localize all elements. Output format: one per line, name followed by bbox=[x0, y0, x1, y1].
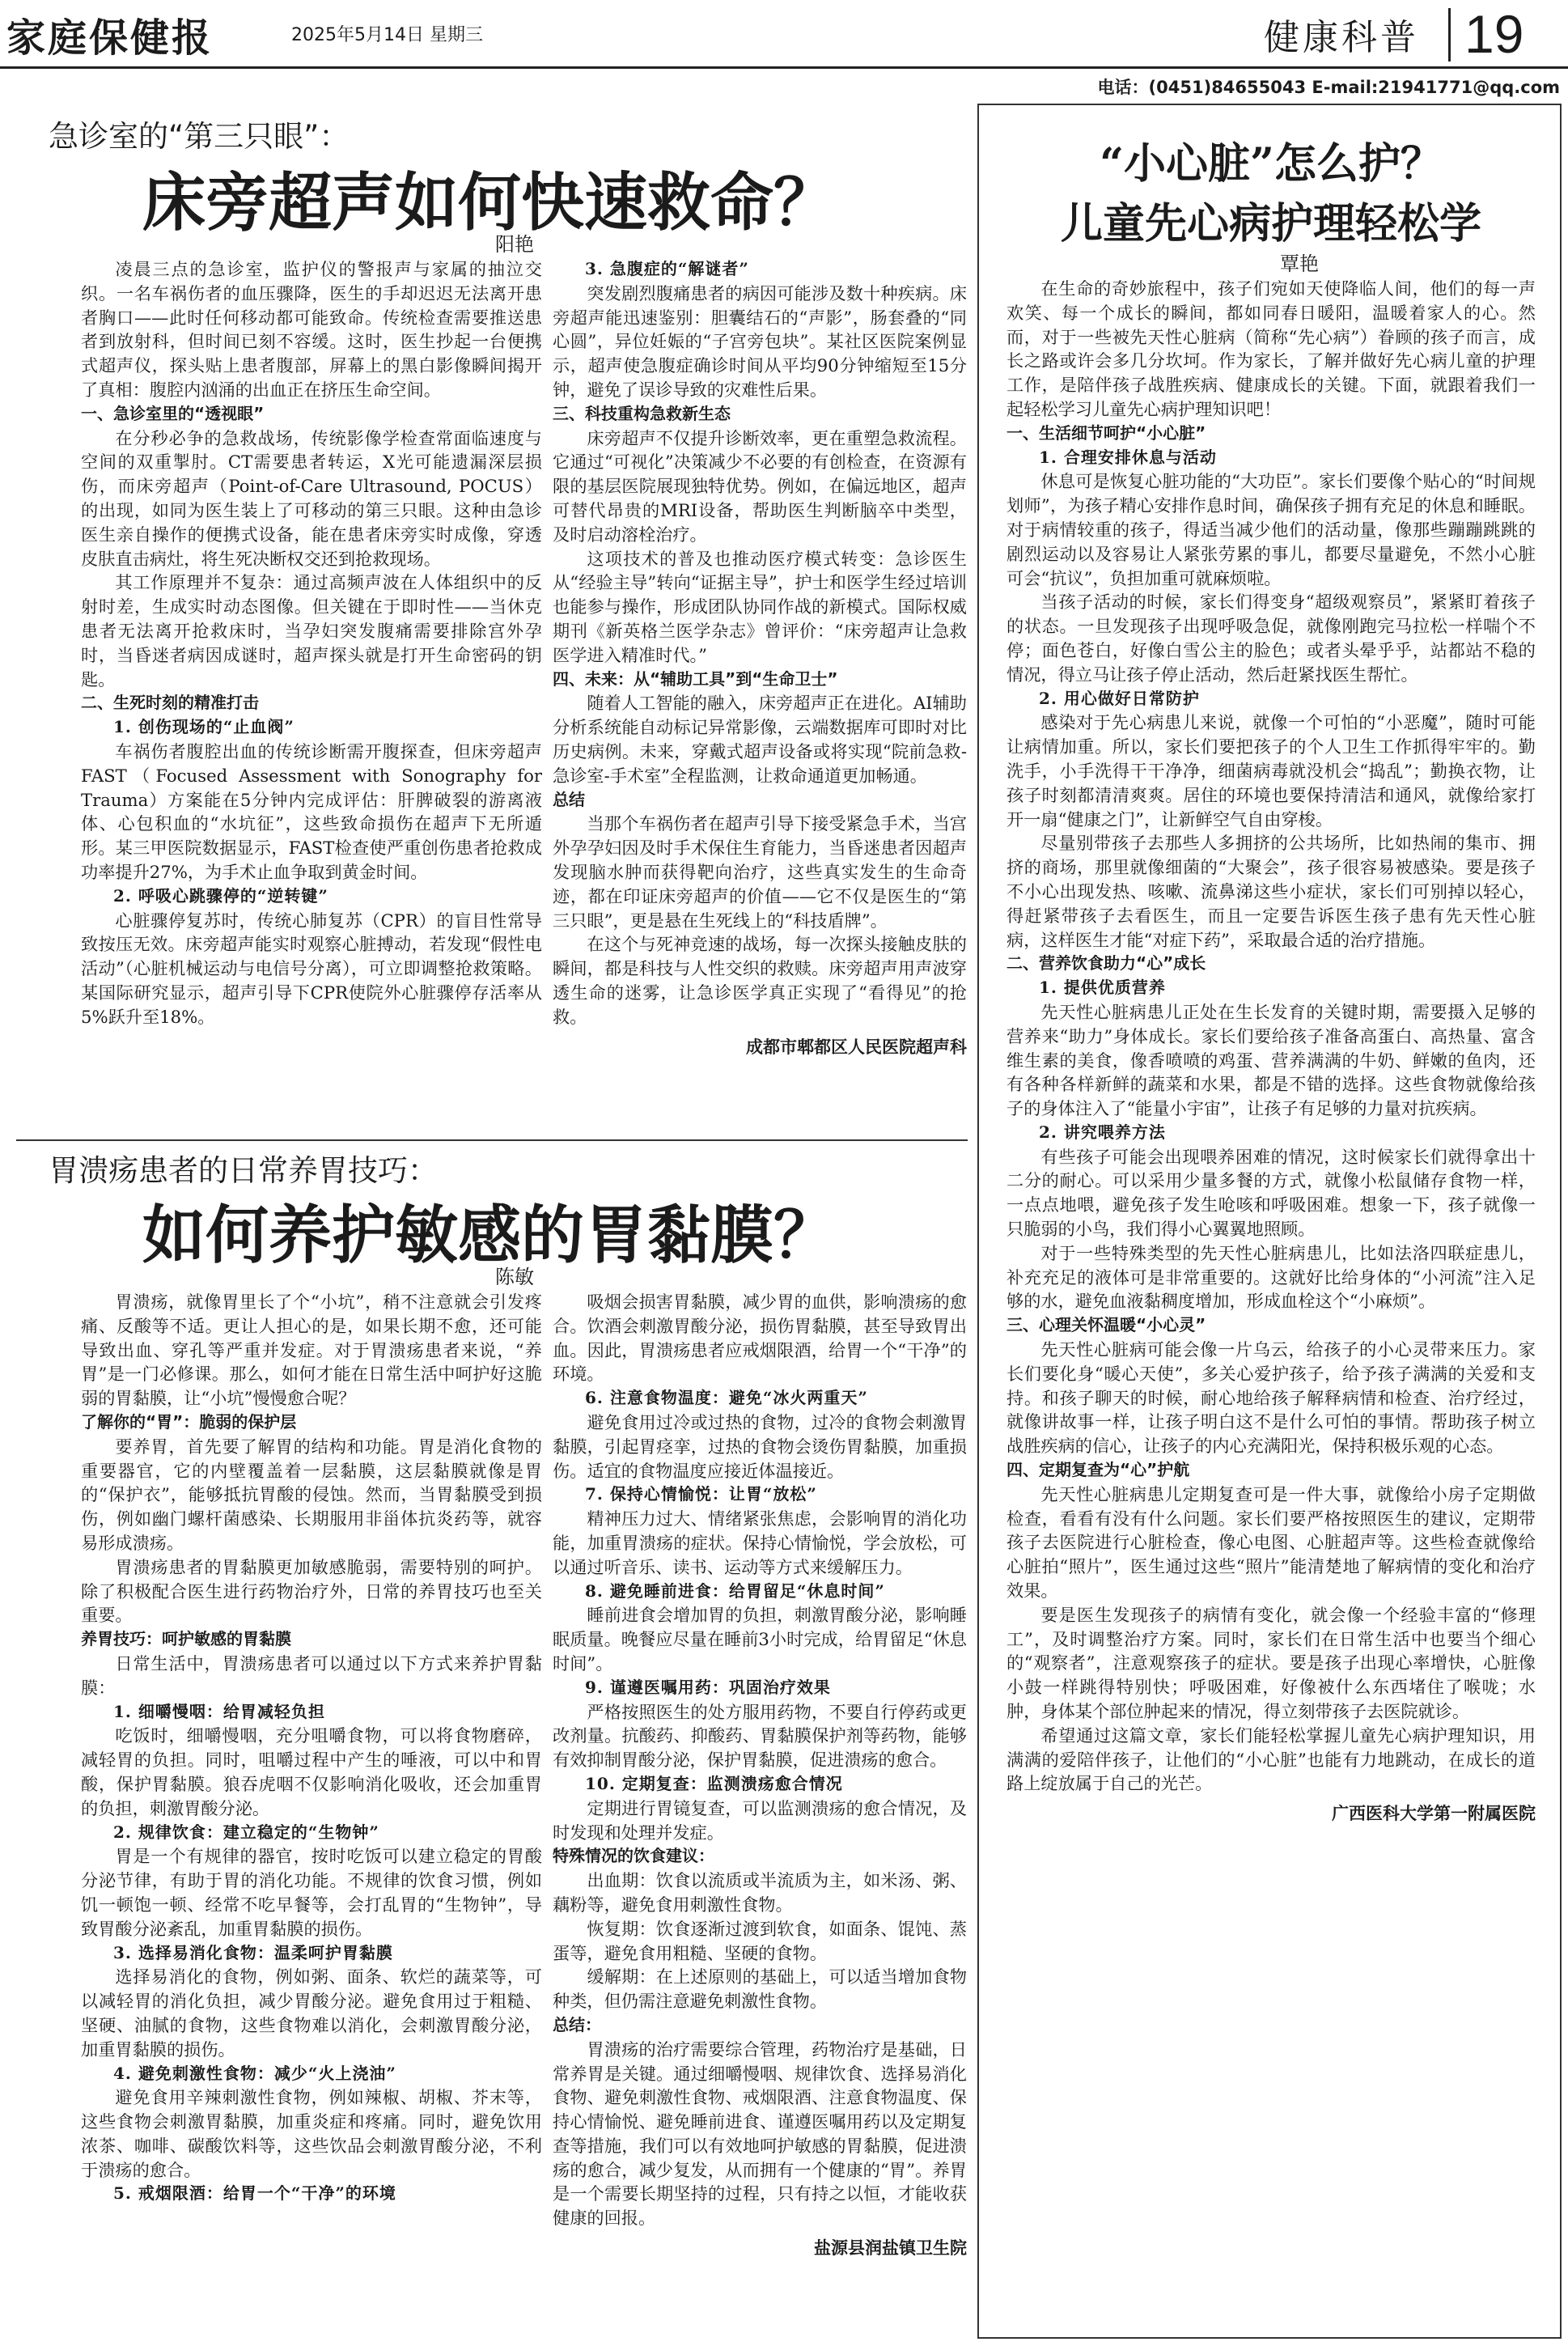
subheading: 总结： bbox=[553, 2014, 601, 2034]
sidebar-byline: 覃艳 bbox=[1280, 252, 1319, 275]
numbered-subheading: 3. 选择易消化食物：温柔呵护胃黏膜 bbox=[113, 1942, 393, 1962]
subheading: 一、急诊室里的“透视眼” bbox=[81, 403, 265, 423]
masthead bbox=[0, 0, 1568, 65]
paragraph: 在分秒必争的急救战场，传统影像学检查常面临速度与空间的双重掣肘。CT需要患者转运，X光可能遗漏深层损伤，而床旁超声（Point-of-Care Ultrasound, POCUS）的出现，如同为医生装上了可移动的第三只眼。这种由急诊医生亲自操作的便携式设备，能在患者床旁实时成像，穿透皮肤直击病灶，将生死决断权交还到抢救现场。 bbox=[81, 427, 542, 569]
paragraph: 感染对于先心病患儿来说，就像一个可怕的“小恶魔”，随时可能让病情加重。所以，家长们要把孩子的个人卫生工作抓得牢牢的。勤洗手，小手洗得干干净净，细菌病毒就没机会“捣乱”；勤换衣物，让孩子时刻都清清爽爽。居住的环境也要保持清洁和通风，就像给家打开一扇“健康之门”，让新鲜空气自由穿梭。 bbox=[1006, 712, 1536, 829]
paragraph: 先天性心脏病患儿正处在生长发育的关键时期，需要摄入足够的营养来“助力”身体成长。家长们要给孩子准备高蛋白、高热量、富含维生素的美食，像香喷喷的鸡蛋、营养满满的牛奶、鲜嫩的鱼肉，还有各种各样新鲜的蔬菜和水果，都是不错的选择。这些食物就像给孩子的身体注入了“能量小宇宙”，让孩子有足够的力量对抗疾病。 bbox=[1006, 1001, 1536, 1119]
paragraph: 选择易消化的食物，例如粥、面条、软烂的蔬菜等，可以减轻胃的消化负担，减少胃酸分泌。避免食用过于粗糙、坚硬、油腻的食物，这些食物难以消化，会刺激胃酸分泌，加重胃黏膜的损伤。 bbox=[81, 1966, 542, 2060]
subheading: 二、营养饮食助力“心”成长 bbox=[1006, 953, 1206, 974]
paragraph: 出血期：饮食以流质或半流质为主，如米汤、粥、藕粉等，避免食用刺激性食物。 bbox=[553, 1870, 967, 1915]
subheading: 养胃技巧：呵护敏感的胃黏膜 bbox=[81, 1629, 291, 1649]
paragraph: 胃溃疡的治疗需要综合管理，药物治疗是基础，日常养胃是关键。通过细嚼慢咽、规律饮食、选择易消化食物、避免刺激性食物、戒烟限酒、注意食物温度、保持心情愉悦、避免睡前进食、谨遵医嘱用药以及定期复查等措施，我们可以有效地呵护敏感的胃黏膜，促进溃疡的愈合，减少复发，从而拥有一个健康的“胃”。养胃是一个需要长期坚持的过程，只有持之以恒，才能收获健康的回报。 bbox=[553, 2038, 967, 2229]
paragraph: 先天性心脏病患儿定期复查可是一件大事，就像给小房子定期做检查，看看有没有什么问题。家长们要严格按照医生的建议，定期带孩子去医院进行心脏检查，像心电图、心脏超声等。这些检查就像给心脏拍“照片”，医生通过这些“照片”能清楚地了解病情的变化和治疗效果。 bbox=[1006, 1483, 1536, 1601]
paragraph: 吸烟会损害胃黏膜，减少胃的血供，影响溃疡的愈合。饮酒会刺激胃酸分泌，损伤胃黏膜，甚至导致胃出血。因此，胃溃疡患者应戒烟限酒，给胃一个“干净”的环境。 bbox=[553, 1292, 967, 1385]
paragraph: 床旁超声不仅提升诊断效率，更在重塑急救流程。它通过“可视化”决策减少不必要的有创检查，在资源有限的基层医院展现独特优势。例如，在偏远地区，超声可替代昂贵的MRI设备，帮助医生判断脑卒中类型，及时启动溶栓治疗。 bbox=[553, 427, 967, 545]
paragraph: 睡前进食会增加胃的负担，刺激胃酸分泌，影响睡眠质量。晚餐应尽量在睡前3小时完成，给胃留足“休息时间”。 bbox=[553, 1605, 967, 1674]
paragraph: 避免食用过冷或过热的食物，过冷的食物会刺激胃黏膜，引起胃痉挛，过热的食物会烫伤胃黏膜，加重损伤。适宜的食物温度应接近体温接近。 bbox=[553, 1411, 967, 1481]
subheading: 三、科技重构急救新生态 bbox=[553, 403, 731, 423]
paragraph: 尽量别带孩子去那些人多拥挤的公共场所，比如热闹的集市、拥挤的商场，那里就像细菌的“大聚会”，孩子很容易被感染。要是孩子不小心出现发热、咳嗽、流鼻涕这些小症状，家长们可别掉以轻心，得赶紧带孩子去看医生，而且一定要告诉医生孩子患有先天性心脏病，这样医生才能“对症下药”，采取最合适的治疗措施。 bbox=[1006, 833, 1536, 950]
article-divider bbox=[16, 1139, 968, 1141]
issue-date: 2025年5月14日 星期三 bbox=[291, 25, 483, 45]
subheading: 二、生死时刻的精准打击 bbox=[81, 693, 259, 713]
paragraph: 胃溃疡患者的胃黏膜更加敏感脆弱，需要特别的呵护。除了积极配合医生进行药物治疗外，日常的养胃技巧也至关重要。 bbox=[81, 1556, 542, 1626]
subheading: 四、未来：从“辅助工具”到“生命卫士” bbox=[553, 668, 838, 689]
subheading: 四、定期复查为“心”护航 bbox=[1006, 1460, 1190, 1480]
source-credit: 成都市郫都区人民医院超声科 bbox=[746, 1037, 967, 1057]
numbered-subheading: 7. 保持心情愉悦：让胃“放松” bbox=[585, 1484, 817, 1504]
subheading: 特殊情况的饮食建议： bbox=[553, 1846, 714, 1866]
paragraph: 随着人工智能的融入，床旁超声正在进化。AI辅助分析系统能自动标记异常影像，云端数据库可即时对比历史病例。未来，穿戴式超声设备或将实现“院前急救-急诊室-手术室”全程监测，让救命通道更加畅通。 bbox=[553, 693, 967, 786]
section-name: 健康科普 bbox=[1264, 17, 1419, 58]
paragraph: 日常生活中，胃溃疡患者可以通过以下方式来养护胃黏膜： bbox=[81, 1652, 542, 1698]
sidebar-body bbox=[1006, 277, 1536, 2332]
paragraph: 这项技术的普及也推动医疗模式转变：急诊医生从“经验主导”转向“证据主导”，护士和医学生经过培训也能参与操作，形成团队协同作战的新模式。国际权威期刊《新英格兰医学杂志》曾评价：“床旁超声让急救医学进入精准时代。” bbox=[553, 548, 967, 665]
numbered-subheading: 8. 避免睡前进食：给胃留足“休息时间” bbox=[585, 1580, 885, 1601]
source-credit: 广西医科大学第一附属医院 bbox=[1332, 1804, 1536, 1824]
numbered-subheading: 4. 避免刺激性食物：减少“火上浇油” bbox=[113, 2063, 396, 2083]
paragraph: 要养胃，首先要了解胃的结构和功能。胃是消化食物的重要器官，它的内壁覆盖着一层黏膜，这层黏膜就像是胃的“保护衣”，能够抵抗胃酸的侵蚀。然而，当胃黏膜受到损伤，例如幽门螺杆菌感染、长期服用非甾体抗炎药等，就容易形成溃疡。 bbox=[81, 1436, 542, 1553]
masthead-divider bbox=[1448, 8, 1451, 62]
numbered-subheading: 1. 提供优质营养 bbox=[1039, 978, 1166, 998]
paragraph: 在生命的奇妙旅程中，孩子们宛如天使降临人间，他们的每一声欢笑、每一个成长的瞬间，都如同春日暖阳，温暖着家人的心。然而，对于一些被先天性心脏病（简称“先心病”）眷顾的孩子而言，成长之路或许会多几分坎坷。作为家长，了解并做好先心病儿童的护理工作，是陪伴孩子战胜疾病、健康成长的关键。下面，就跟着我们一起轻松学习儿童先心病护理知识吧！ bbox=[1006, 278, 1536, 419]
article1-column-1 bbox=[81, 257, 542, 1131]
paragraph: 有些孩子可能会出现喂养困难的情况，这时候家长们就得拿出十二分的耐心。可以采用少量多餐的方式，就像小松鼠储存食物一样，一点点地喂，避免孩子发生呛咳和呼吸困难。想象一下，孩子就像一只脆弱的小鸟，我们得小心翼翼地照顾。 bbox=[1006, 1146, 1536, 1240]
paragraph: 当孩子活动的时候，家长们得变身“超级观察员”，紧紧盯着孩子的状态。一旦发现孩子出现呼吸急促，就像刚跑完马拉松一样喘个不停；面色苍白，好像白雪公主的脸色；或者头晕乎乎，站都站不稳的情况，得立马让孩子停止活动，然后赶紧找医生帮忙。 bbox=[1006, 592, 1536, 685]
numbered-subheading: 1. 细嚼慢咽：给胃减轻负担 bbox=[113, 1701, 325, 1721]
article1-kicker: 急诊室的“第三只眼”： bbox=[49, 119, 350, 154]
numbered-subheading: 1. 创伤现场的“止血阀” bbox=[113, 717, 295, 737]
paragraph: 精神压力过大、情绪紧张焦虑，会影响胃的消化功能，加重胃溃疡的症状。保持心情愉悦，学会放松，可以通过听音乐、读书、运动等方式来缓解压力。 bbox=[553, 1508, 967, 1577]
article1-column-2 bbox=[553, 257, 967, 1131]
numbered-subheading: 2. 规律饮食：建立稳定的“生物钟” bbox=[113, 1822, 379, 1842]
paragraph: 严格按照医生的处方服用药物，不要自行停药或更改剂量。抗酸药、抑酸药、胃黏膜保护剂等药物，能够有效抑制胃酸分泌，保护胃黏膜，促进溃疡的愈合。 bbox=[553, 1701, 967, 1771]
paragraph: 凌晨三点的急诊室，监护仪的警报声与家属的抽泣交织。一名车祸伤者的血压骤降，医生的手却迟迟无法离开患者胸口——此时任何移动都可能致命。传统检查需要推送患者到放射科，但时间已刻不容缓。这时，医生抄起一台便携式超声仪，探头贴上患者腹部，屏幕上的黑白影像瞬间揭开了真相：腹腔内汹涌的出血正在挤压生命空间。 bbox=[81, 259, 542, 400]
numbered-subheading: 10. 定期复查：监测溃疡愈合情况 bbox=[585, 1773, 843, 1793]
article1-byline: 阳艳 bbox=[495, 233, 534, 256]
paragraph: 吃饭时，细嚼慢咽，充分咀嚼食物，可以将食物磨碎，减轻胃的负担。同时，咀嚼过程中产生的唾液，可以中和胃酸，保护胃黏膜。狼吞虎咽不仅影响消化吸收，还会加重胃的负担，刺激胃酸分泌。 bbox=[81, 1725, 542, 1818]
article1-headline: 床旁超声如何快速救命？ bbox=[142, 166, 837, 240]
paragraph: 胃溃疡，就像胃里长了个“小坑”，稍不注意就会引发疼痛、反酸等不适。更让人担心的是，如果长期不愈，还可能导致出血、穿孔等严重并发症。对于胃溃疡患者来说，“养胃”是一门必修课。那么，如何才能在日常生活中呵护好这脆弱的胃黏膜，让“小坑”慢慢愈合呢？ bbox=[81, 1292, 542, 1409]
subheading: 一、生活细节呵护“小心脏” bbox=[1006, 422, 1206, 443]
paragraph: 当那个车祸伤者在超声引导下接受紧急手术，当宫外孕孕妇因及时手术保住生育能力，当昏迷患者因超声发现脑水肿而获得靶向治疗，这些真实发生的生命奇迹，都在印证床旁超声的价值——它不仅是医生的“第三只眼”，更是悬在生死线上的“科技盾牌”。 bbox=[553, 813, 967, 931]
paragraph: 要是医生发现孩子的病情有变化，就会像一个经验丰富的“修理工”，及时调整治疗方案。同时，家长们在日常生活中也要当个细心的“观察者”，注意观察孩子的症状。要是孩子出现心率增快，心脏像小鼓一样跳得特别快；呼吸困难，好像被什么东西堵住了喉咙；水肿，身体某个部位肿起来的情况，得立刻带孩子去医院就诊。 bbox=[1006, 1604, 1536, 1722]
page-number: 19 bbox=[1464, 4, 1524, 64]
paragraph: 胃是一个有规律的器官，按时吃饭可以建立稳定的胃酸分泌节律，有助于胃的消化功能。不规律的饮食习惯，例如饥一顿饱一顿、经常不吃早餐等，会打乱胃的“生物钟”，导致胃酸分泌紊乱，加重胃黏膜的损伤。 bbox=[81, 1846, 542, 1939]
sidebar-article bbox=[977, 104, 1562, 2339]
paragraph: 恢复期：饮食逐渐过渡到软食，如面条、馄饨、蒸蛋等，避免食用粗糙、坚硬的食物。 bbox=[553, 1918, 967, 1963]
article2-kicker: 胃溃疡患者的日常养胃技巧： bbox=[49, 1153, 438, 1188]
paragraph: 休息可是恢复心脏功能的“大功臣”。家长们要像个贴心的“时间规划师”，为孩子精心安排作息时间，确保孩子拥有充足的休息和睡眠。对于病情较重的孩子，得适当减少他们的活动量，像那些蹦蹦跳跳的剧烈运动以及容易让人紧张劳累的事儿，都要尽量避免，不然小心脏可会“抗议”，负担加重可就麻烦啦。 bbox=[1006, 471, 1536, 588]
article2-column-1 bbox=[81, 1290, 542, 2339]
paragraph: 定期进行胃镜复查，可以监测溃疡的愈合情况，及时发现和处理并发症。 bbox=[553, 1797, 967, 1843]
paragraph: 突发剧烈腹痛患者的病因可能涉及数十种疾病。床旁超声能迅速鉴别：胆囊结石的“声影”，肠套叠的“同心圆”，异位妊娠的“子宫旁包块”。某社区医院案例显示，超声使急腹症确诊时间从平均90分钟缩短至15分钟，避免了误诊导致的灾难性后果。 bbox=[553, 282, 967, 400]
subheading: 三、心理关怀温暖“小心灵” bbox=[1006, 1315, 1206, 1335]
paragraph: 先天性心脏病可能会像一片乌云，给孩子的小心灵带来压力。家长们要化身“暖心天使”，多关心爱护孩子，给予孩子满满的关爱和支持。和孩子聊天的时候，耐心地给孩子解释病情和检查、治疗经过，就像讲故事一样，让孩子明白这不是什么可怕的事情。帮助孩子树立战胜疾病的信心，让孩子的内心充满阳光，保持积极乐观的心态。 bbox=[1006, 1339, 1536, 1457]
numbered-subheading: 3. 急腹症的“解谜者” bbox=[585, 259, 749, 278]
paragraph: 在这个与死神竞速的战场，每一次探头接触皮肤的瞬间，都是科技与人性交织的救赎。床旁超声用声波穿透生命的迷雾，让急诊医学真正实现了“看得见”的抢救。 bbox=[553, 934, 967, 1027]
paragraph: 希望通过这篇文章，家长们能轻松掌握儿童先心病护理知识，用满满的爱陪伴孩子，让他们的“小心脏”也能有力地跳动，在成长的道路上绽放属于自己的光芒。 bbox=[1006, 1725, 1536, 1794]
numbered-subheading: 9. 谨遵医嘱用药：巩固治疗效果 bbox=[585, 1677, 831, 1697]
numbered-subheading: 2. 讲究喂养方法 bbox=[1039, 1122, 1166, 1142]
numbered-subheading: 5. 戒烟限酒：给胃一个“干净”的环境 bbox=[113, 2183, 396, 2204]
article2-byline: 陈敏 bbox=[495, 1266, 534, 1288]
article2-column-2 bbox=[553, 1290, 967, 2339]
article2-headline: 如何养护敏感的胃黏膜？ bbox=[142, 1198, 837, 1272]
paper-name: 家庭保健报 bbox=[6, 15, 214, 61]
paragraph: 避免食用辛辣刺激性食物，例如辣椒、胡椒、芥末等，这些食物会刺激胃黏膜，加重炎症和疼痛。同时，避免饮用浓茶、咖啡、碳酸饮料等，这些饮品会刺激胃酸分泌，不利于溃疡的愈合。 bbox=[81, 2087, 542, 2180]
paragraph: 车祸伤者腹腔出血的传统诊断需开腹探查，但床旁超声FAST（Focused Assessment with Sonography for Trauma）方案能在5分钟内完成评估：肝脾破裂的游离液体、心包积血的“水坑征”，这些致命损伤在超声下无所遁形。某三甲医院数据显示，FAST检查使严重创伤患者抢救成功率提升27%，为手术止血争取到黄金时间。 bbox=[81, 740, 542, 882]
subheading: 了解你的“胃”：脆弱的保护层 bbox=[81, 1411, 297, 1432]
numbered-subheading: 2. 用心做好日常防护 bbox=[1039, 688, 1200, 708]
paragraph: 缓解期：在上述原则的基础上，可以适当增加食物种类，但仍需注意避免刺激性食物。 bbox=[553, 1966, 967, 2012]
paragraph: 其工作原理并不复杂：通过高频声波在人体组织中的反射时差，生成实时动态图像。但关键在于即时性——当休克患者无法离开抢救床时，当孕妇突发腹痛需要排除宫外孕时，当昏迷者病因成谜时，超声探头就是打开生命密码的钥匙。 bbox=[81, 572, 542, 689]
contact-line: 电话：(0451)84655043 E-mail:21941771@qq.com bbox=[1097, 78, 1560, 97]
numbered-subheading: 1. 合理安排休息与活动 bbox=[1039, 447, 1217, 467]
source-credit: 盐源县润盐镇卫生院 bbox=[814, 2238, 967, 2259]
numbered-subheading: 2. 呼吸心跳骤停的“逆转键” bbox=[113, 885, 328, 906]
sidebar-title-line-1: “小心脏”怎么护？ bbox=[1100, 139, 1443, 189]
subheading: 总结 bbox=[553, 789, 585, 809]
numbered-subheading: 6. 注意食物温度：避免“冰火两重天” bbox=[585, 1388, 868, 1408]
header-rule bbox=[0, 66, 1568, 69]
paragraph: 心脏骤停复苏时，传统心肺复苏（CPR）的盲目性常导致按压无效。床旁超声能实时观察心脏搏动，若发现“假性电活动”（心脏机械运动与电信号分离），可立即调整抢救策略。某国际研究显示，超声引导下CPR使院外心脏骤停存活率从5%跃升至18%。 bbox=[81, 910, 542, 1027]
paragraph: 对于一些特殊类型的先天性心脏病患儿，比如法洛四联症患儿，补充充足的液体可是非常重要的。这就好比给身体的“小河流”注入足够的水，避免血液黏稠度增加，形成血栓这个“小麻烦”。 bbox=[1006, 1242, 1536, 1312]
sidebar-title-line-2: 儿童先心病护理轻松学 bbox=[1060, 199, 1481, 248]
